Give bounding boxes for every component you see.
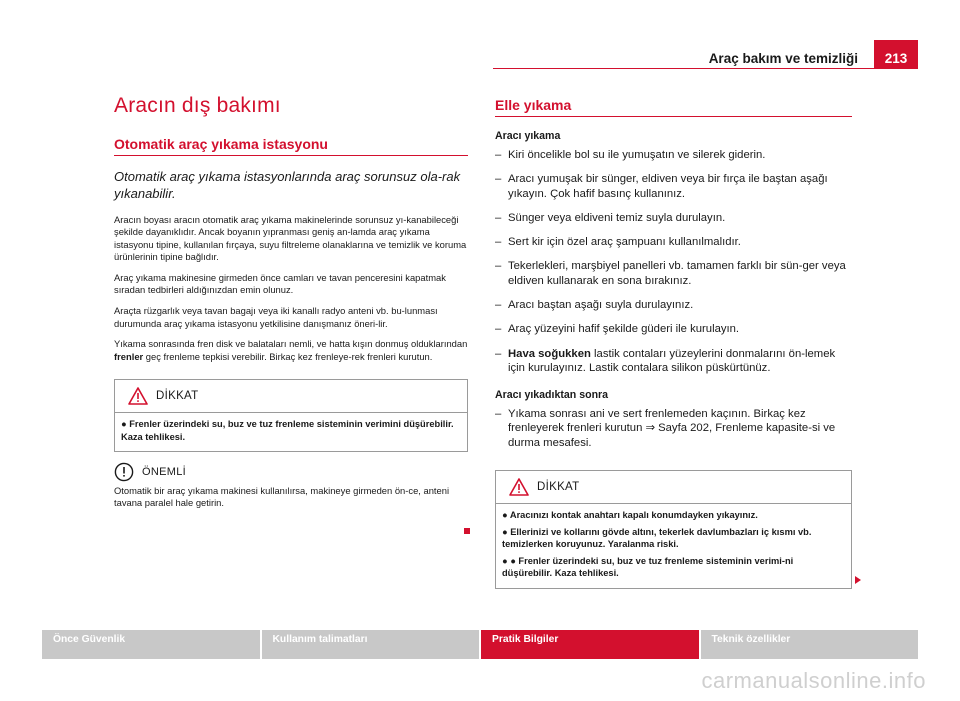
- warning-body: [115, 413, 467, 451]
- warning-header: [115, 380, 467, 413]
- footer-nav: [42, 630, 918, 659]
- important-exclamation-icon: [114, 462, 134, 482]
- warning-box: [114, 379, 468, 452]
- section-title-hand-wash: Elle yıkama: [495, 97, 852, 117]
- section-title-automatic-wash: Otomatik araç yıkama istasyonu: [114, 136, 468, 156]
- list-item: – Sünger veya eldiveni temiz suyla durulayın.: [495, 211, 726, 224]
- warning-label: DİKKAT: [537, 481, 580, 494]
- list-item: – Aracı baştan aşağı suyla durulayınız.: [495, 299, 694, 312]
- warning-body: [496, 504, 851, 587]
- section-end-square-icon: [464, 528, 470, 534]
- list-item: – Kiri öncelikle bol su ile yumuşatın ve silerek giderin.: [495, 149, 766, 161]
- watermark: carmanualsonline.info: [701, 668, 926, 693]
- warning-header: [496, 471, 851, 504]
- warning-triangle-icon: [128, 387, 148, 405]
- warning-box: [495, 470, 852, 588]
- warning-item: ● Ellerinizi ve kollarını gövde altını, tekerlek davlumbazları iç kısmı vb. temizlerken koruyunuz. Yaralanma riski.: [502, 526, 812, 550]
- warning-triangle-icon: [509, 478, 529, 496]
- paragraph-brakes: Yıkama sonrasında fren disk ve balataları nemli, ve hatta kışın donmuş olduklarından frenler geç frenleme tepkisi verebilir. Birkaç kez frenleye-rek frenleri kurutun.: [114, 338, 468, 362]
- note-box: [114, 462, 468, 510]
- warning-item: ● ● Frenler üzerindeki su, buz ve tuz frenleme sisteminin verimi-ni düşürebilir. Kaza tehlikesi.: [502, 555, 794, 579]
- left-column: [114, 94, 468, 510]
- main-title: Aracın dış bakımı: [114, 94, 281, 117]
- subhead-washing: Aracı yıkama: [495, 130, 561, 142]
- warning-label: DİKKAT: [156, 390, 199, 403]
- note-header: [114, 462, 468, 482]
- page-number: 213: [874, 40, 918, 68]
- bold-term: frenler: [114, 350, 144, 362]
- tab-operation[interactable]: Kullanım talimatları: [262, 630, 480, 659]
- note-text: Otomatik bir araç yıkama makinesi kullanılırsa, makineye girmeden ön-ce, anteni tavana paralel hale getirin.: [114, 485, 450, 509]
- list-item: – Tekerlekleri, marşbiyel panelleri vb. tamamen farklı bir sün-ger veya eldiven kullanarak en sona bırakınız.: [495, 260, 846, 287]
- paragraph: Araç yıkama makinesine girmeden önce camları ve tavan penceresini kapatmak sıradan tedbirleri aldığınızdan emin olunuz.: [114, 272, 446, 296]
- page-header: [709, 40, 918, 68]
- paragraph: Aracın boyası aracın otomatik araç yıkama makinelerinde sorunsuz yı-kanabileceği şekilde dayanıklıdır. Ancak boyanın yıpranması geniş an-lamda araç yıkama istasyonu tipine, kullanılan fırçaya, suyu filtreleme olanaklarına ve temizlik ve koruma ürünlerinin tipine bağlıdır.: [114, 214, 467, 263]
- chapter-title: Araç bakım ve temizliği: [708, 51, 858, 66]
- continue-arrow-icon: [855, 576, 861, 584]
- tab-safety[interactable]: Önce Güvenlik: [42, 630, 260, 659]
- paragraph: Araçta rüzgarlık veya tavan bagajı veya iki kanallı radyo anteni vb. bu-lunması durumunda araç yıkama istasyonu yetkilisine danışmanız öneri-lir.: [114, 305, 438, 329]
- list-item: – Araç yüzeyini hafif şekilde güderi ile kurulayın.: [495, 323, 740, 336]
- list-item: – Aracı yumuşak bir sünger, eldiven veya bir fırça ile baştan aşağı yıkayın. Çok hafif basınç kullanınız.: [495, 173, 828, 200]
- list-item: – Yıkama sonrası ani ve sert frenlemeden kaçının. Birkaç kez frenleyerek frenleri kurutun ⇒ Sayfa 202, Frenleme kapasite-si ve durma mesafesi.: [495, 407, 836, 449]
- note-label: ÖNEMLİ: [142, 466, 186, 479]
- bold-term: Hava soğukken: [508, 347, 591, 360]
- list-item: – Sert kir için özel araç şampuanı kullanılmalıdır.: [495, 236, 741, 249]
- subhead-after-washing: Aracı yıkadıktan sonra: [495, 388, 609, 401]
- tab-practical-info[interactable]: Pratik Bilgiler: [481, 630, 699, 659]
- warning-text: ● Frenler üzerindeki su, buz ve tuz frenleme sisteminin verimini düşürebilir. Kaza tehlikesi.: [121, 419, 454, 442]
- header-divider: [493, 68, 918, 69]
- list-item: – Hava soğukken lastik contaları yüzeylerini donmalarını ön-lemek için kurulayınız. Lastik contalara silikon püskürtünüz.: [495, 347, 836, 375]
- tab-technical[interactable]: Teknik özellikler: [701, 630, 919, 659]
- intro-text: Otomatik araç yıkama istasyonlarında araç sorunsuz ola-rak yıkanabilir.: [114, 169, 461, 201]
- warning-item: ● Aracınızı kontak anahtarı kapalı konumdayken yıkayınız.: [502, 510, 758, 521]
- right-column: [495, 97, 852, 589]
